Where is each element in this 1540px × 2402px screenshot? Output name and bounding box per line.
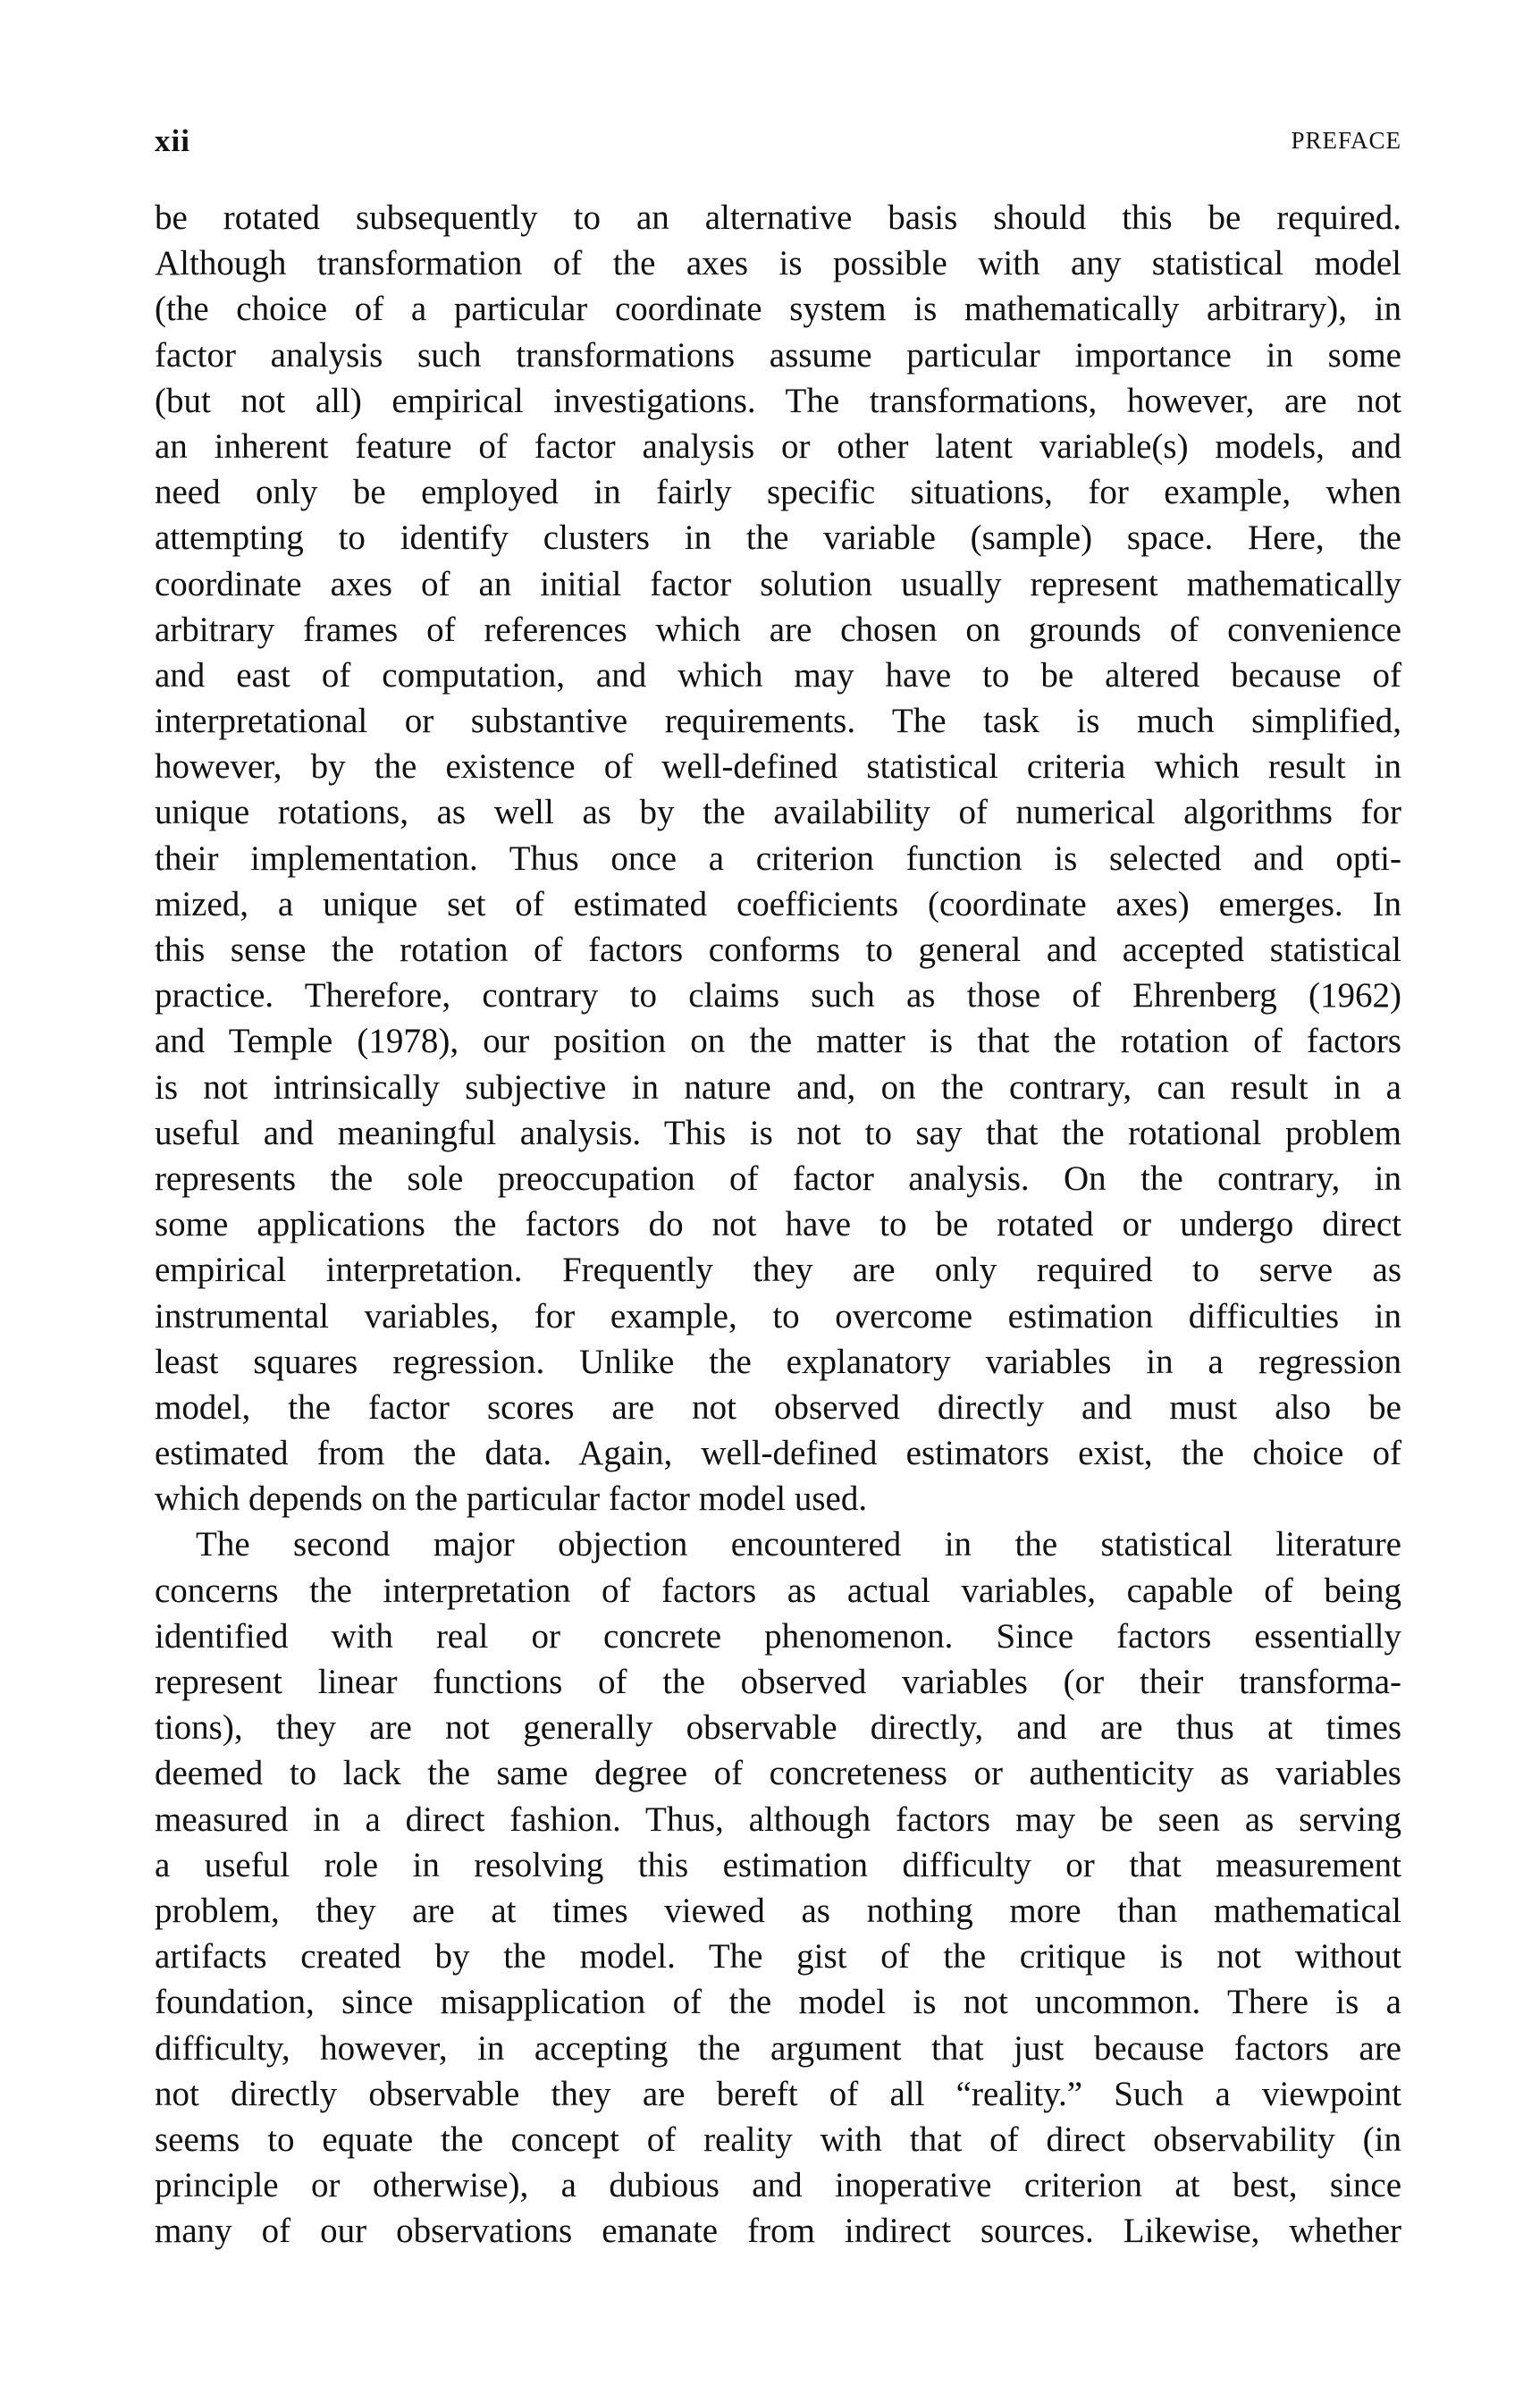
text-line: model, the factor scores are not observed directly and must also be <box>155 1387 1401 1427</box>
text-line: is not intrinsically subjective in nature and, on the contrary, can result in a <box>155 1067 1401 1107</box>
text-line: tions), they are not generally observable directly, and are thus at times <box>155 1708 1401 1748</box>
text-line: many of our observations emanate from indirect sources. Likewise, whether <box>155 2212 1401 2251</box>
text-line: unique rotations, as well as by the availability of numerical algorithms for <box>155 793 1401 832</box>
text-line: this sense the rotation of factors conforms to general and accepted statistical <box>155 931 1401 969</box>
body-text <box>155 195 1401 2254</box>
text-line: Although transformation of the axes is possible with any statistical model <box>155 244 1401 283</box>
text-line: mized, a unique set of estimated coefficients (coordinate axes) emerges. In <box>155 884 1401 923</box>
text-line: (but not all) empirical investigations. The transformations, however, are not <box>155 381 1401 420</box>
text-line: an inherent feature of factor analysis or other latent variable(s) models, and <box>155 426 1401 466</box>
text-line: be rotated subsequently to an alternative basis should this be required. <box>155 198 1401 237</box>
text-line: and Temple (1978), our position on the matter is that the rotation of factors <box>155 1022 1401 1061</box>
text-line: foundation, since misapplication of the model is not uncommon. There is a <box>155 1983 1401 2022</box>
paragraph <box>155 1521 1401 2254</box>
text-line: some applications the factors do not have to be rotated or undergo direct <box>155 1205 1401 1244</box>
text-line: attempting to identify clusters in the variable (sample) space. Here, the <box>155 518 1401 558</box>
text-line: problem, they are at times viewed as nothing more than mathematical <box>155 1891 1401 1930</box>
text-line: need only be employed in fairly specific situations, for example, when <box>155 473 1401 512</box>
text-line: a useful role in resolving this estimation difficulty or that measurement <box>155 1845 1401 1884</box>
text-line: concerns the interpretation of factors as actual variables, capable of being <box>155 1571 1401 1610</box>
text-line: factor analysis such transformations assume particular importance in some <box>155 335 1401 375</box>
text-line: identified with real or concrete phenomenon. Since factors essentially <box>155 1616 1401 1656</box>
text-line: coordinate axes of an initial factor solution usually represent mathematically <box>155 564 1401 603</box>
running-head: PREFACE <box>1291 127 1401 154</box>
text-line: principle or otherwise), a dubious and inoperative criterion at best, since <box>155 2166 1401 2205</box>
text-line: artifacts created by the model. The gist of the critique is not without <box>155 1937 1401 1976</box>
text-line: measured in a direct fashion. Thus, although factors may be seen as serving <box>155 1799 1401 1839</box>
text-line: and east of computation, and which may have to be altered because of <box>155 655 1401 695</box>
text-line: practice. Therefore, contrary to claims such as those of Ehrenberg (1962) <box>155 976 1401 1016</box>
text-line: deemed to lack the same degree of concreteness or authenticity as variables <box>155 1754 1401 1793</box>
text-line: The second major objection encountered in the statistical literature <box>196 1525 1401 1564</box>
text-line: empirical interpretation. Frequently they are only required to serve as <box>155 1251 1401 1290</box>
text-line: difficulty, however, in accepting the argument that just because factors are <box>155 2028 1401 2068</box>
text-line: seems to equate the concept of reality with that of direct observability (in <box>155 2120 1401 2159</box>
text-line: estimated from the data. Again, well-defined estimators exist, the choice of <box>155 1434 1401 1473</box>
page-number: xii <box>155 123 190 158</box>
text-line: useful and meaningful analysis. This is not to say that the rotational problem <box>155 1113 1401 1152</box>
text-line: which depends on the particular factor model used. <box>155 1479 868 1519</box>
paragraph <box>155 195 1401 1521</box>
text-line: instrumental variables, for example, to overcome estimation difficulties in <box>155 1296 1401 1336</box>
text-line: not directly observable they are bereft of all “reality.” Such a viewpoint <box>155 2074 1401 2113</box>
page-header <box>155 123 1401 159</box>
text-line: arbitrary frames of references which are chosen on grounds of convenience <box>155 610 1401 649</box>
text-line: interpretational or substantive requirements. The task is much simplified, <box>155 702 1401 741</box>
text-line: represent linear functions of the observed variables (or their transforma- <box>155 1663 1401 1701</box>
text-line: represents the sole preoccupation of factor analysis. On the contrary, in <box>155 1159 1401 1198</box>
text-line: least squares regression. Unlike the explanatory variables in a regression <box>155 1342 1401 1381</box>
text-line: (the choice of a particular coordinate system is mathematically arbitrary), in <box>155 290 1401 329</box>
text-line: their implementation. Thus once a criterion function is selected and opti- <box>155 839 1401 878</box>
text-line: however, by the existence of well-defined statistical criteria which result in <box>155 747 1401 787</box>
